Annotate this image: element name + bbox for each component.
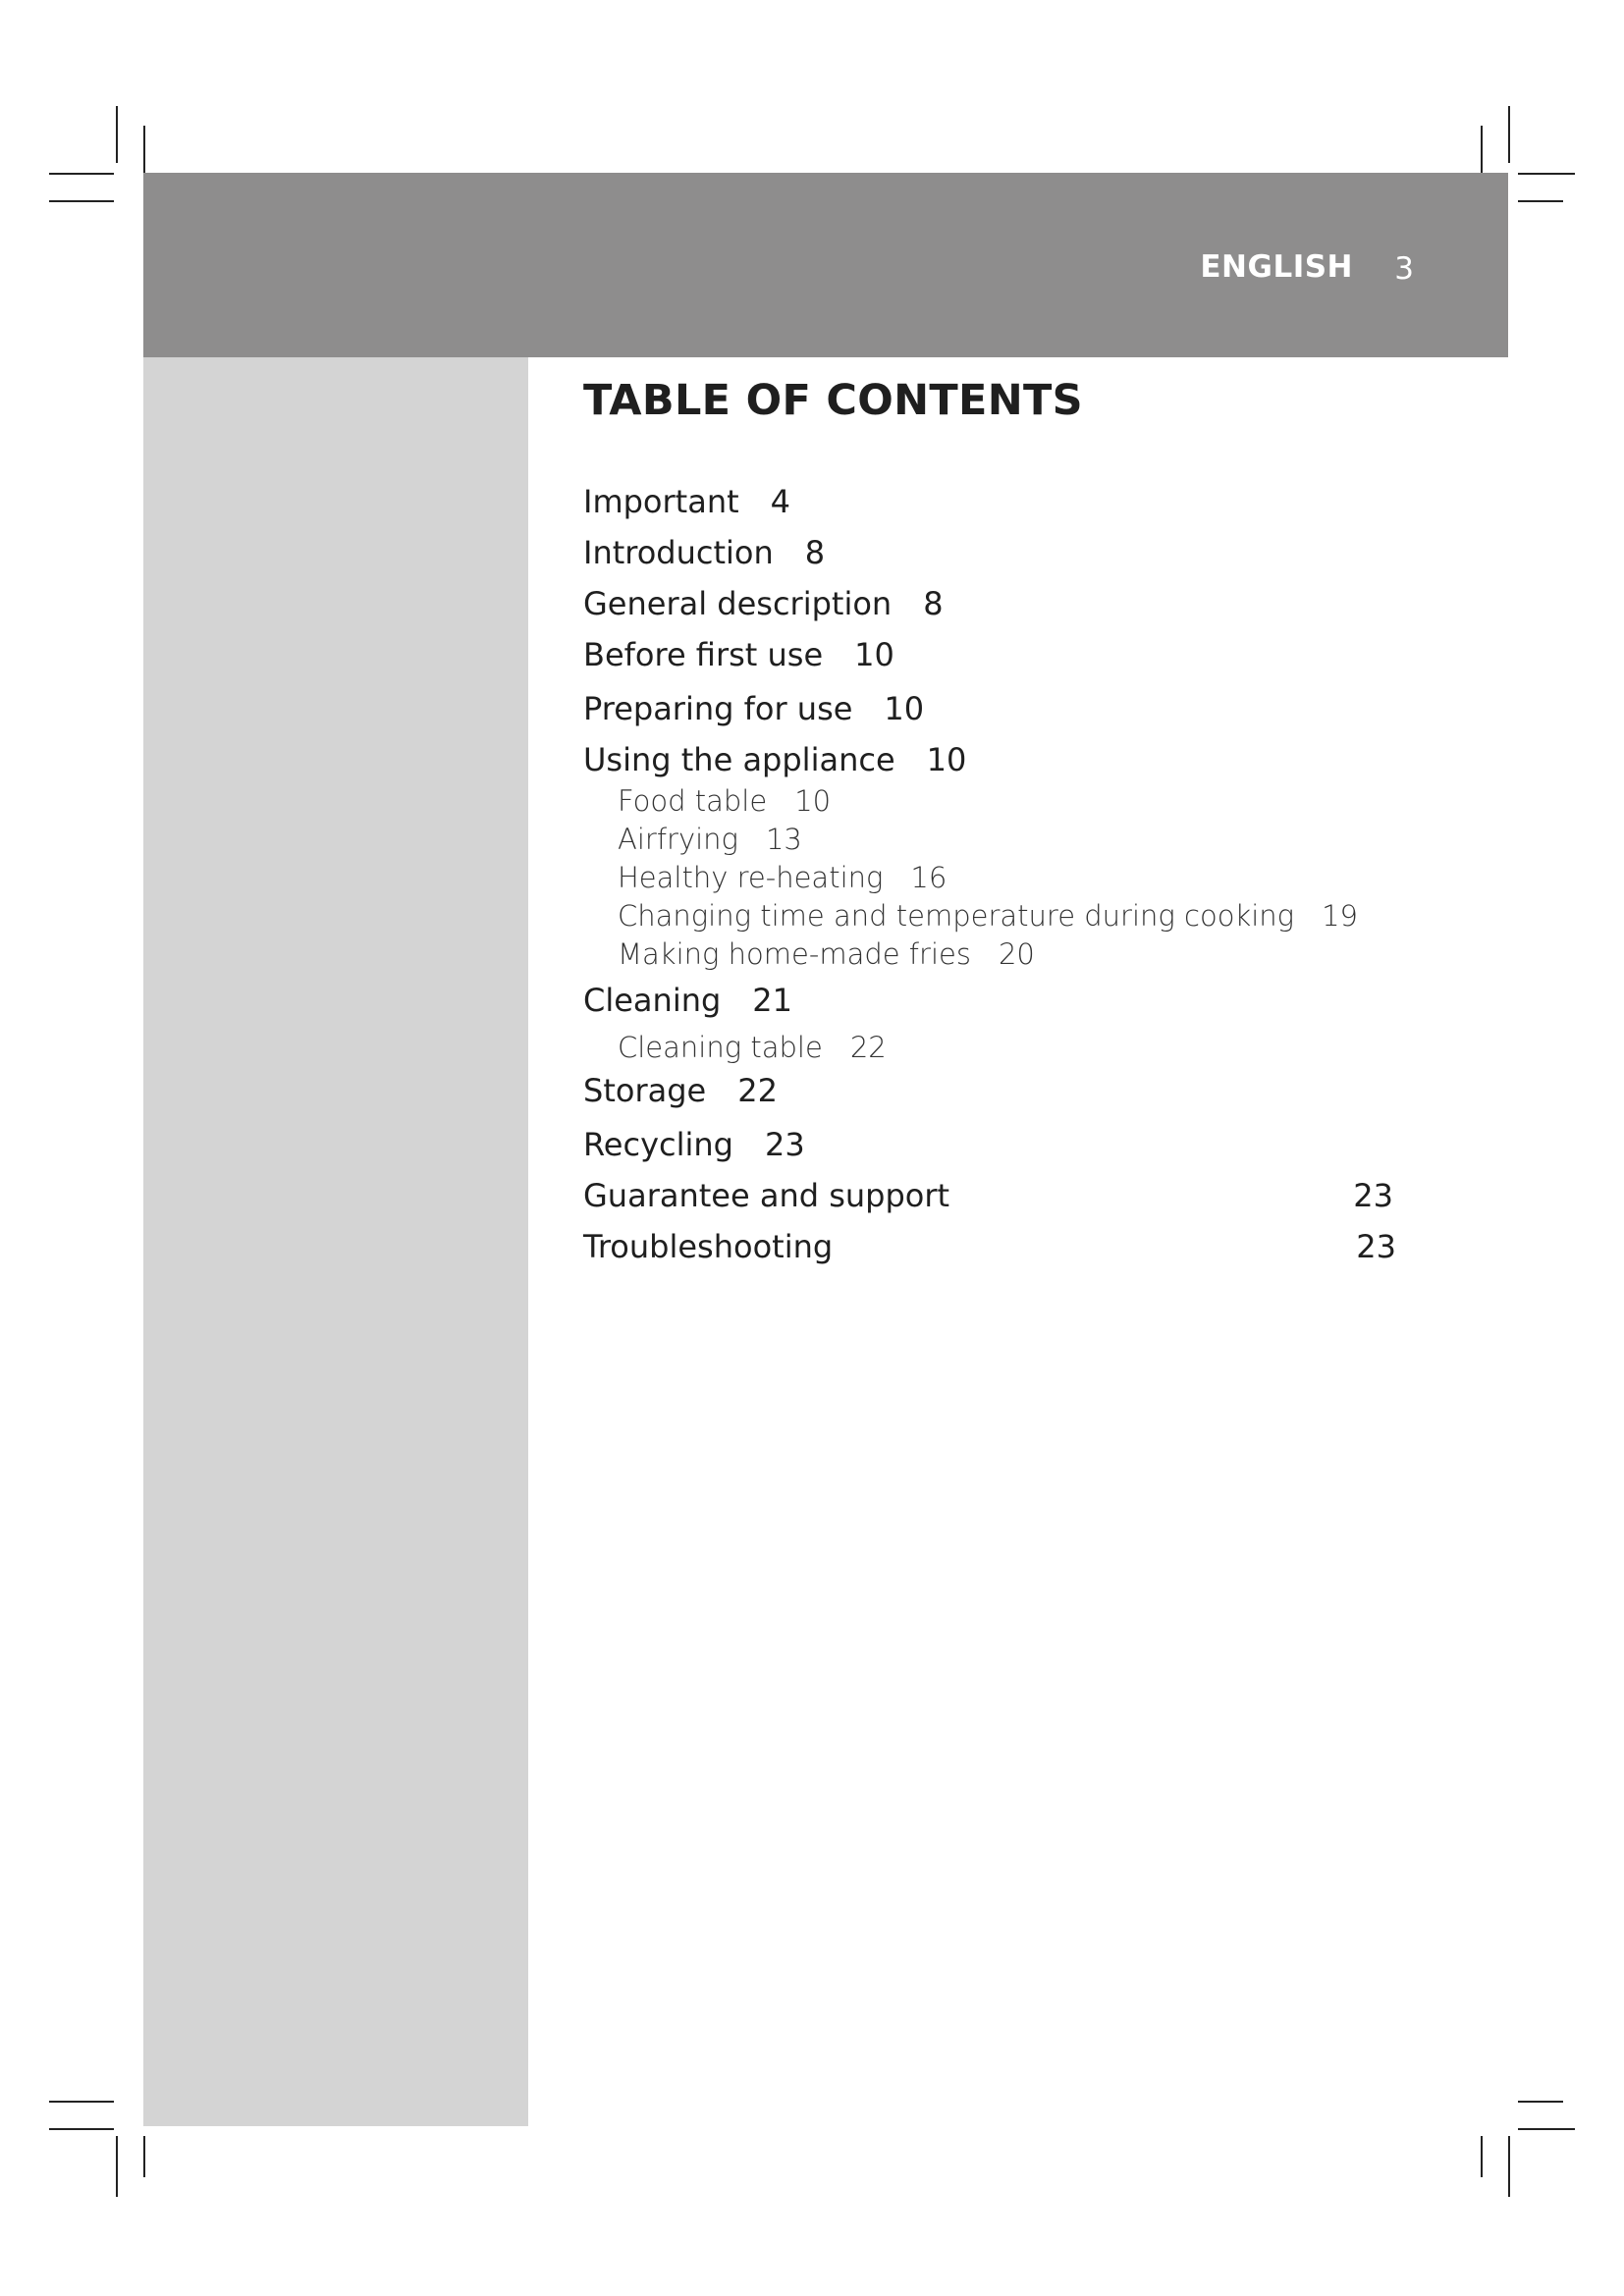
crop-mark: [143, 126, 145, 173]
header-page-number: 3: [1394, 251, 1414, 287]
crop-mark: [1481, 126, 1483, 173]
crop-mark: [49, 2128, 114, 2130]
toc-label: Before first use: [583, 636, 824, 673]
page-title: TABLE OF CONTENTS: [583, 376, 1083, 425]
toc-label: Using the appliance: [583, 741, 895, 778]
toc-entry-using-the-appliance[interactable]: [583, 741, 967, 778]
crop-mark: [1518, 2128, 1575, 2130]
crop-mark: [1518, 200, 1563, 202]
toc-label: Cleaning: [583, 982, 722, 1019]
toc-entry-preparing-for-use[interactable]: [583, 690, 925, 727]
toc-label: General description: [583, 585, 893, 622]
toc-entry-important[interactable]: [583, 483, 790, 520]
toc-entry-guarantee-and-support[interactable]: [583, 1177, 1393, 1214]
crop-mark: [143, 2136, 145, 2177]
toc-entry-recycling[interactable]: [583, 1126, 805, 1163]
toc-page: 10: [884, 690, 925, 727]
crop-mark: [1518, 173, 1575, 175]
toc-label: Healthy re-heating: [618, 861, 884, 894]
crop-mark: [49, 200, 114, 202]
toc-page: 23: [1356, 1228, 1396, 1265]
crop-mark: [1508, 2136, 1510, 2197]
crop-mark: [116, 2136, 118, 2197]
crop-mark: [1508, 106, 1510, 163]
toc-page: 10: [854, 636, 894, 673]
toc-entry-cleaning[interactable]: [583, 982, 793, 1019]
toc-page: 4: [770, 483, 790, 520]
toc-entry-food-table[interactable]: [618, 784, 832, 818]
toc-entry-changing-time-and-temperature[interactable]: [618, 899, 1358, 933]
toc-label: Preparing for use: [583, 690, 853, 727]
toc-label: Food table: [618, 784, 768, 818]
toc-entry-cleaning-table[interactable]: [618, 1031, 887, 1064]
toc-page: 8: [804, 534, 826, 571]
crop-mark: [49, 173, 114, 175]
toc-page: 22: [737, 1072, 778, 1109]
toc-label: Storage: [583, 1072, 707, 1109]
toc-entry-storage[interactable]: [583, 1072, 778, 1109]
side-band: [143, 357, 528, 2126]
toc-entry-before-first-use[interactable]: [583, 636, 894, 673]
toc-page: 20: [998, 937, 1035, 971]
header-language: ENGLISH: [1200, 249, 1353, 285]
toc-page: 16: [910, 861, 947, 894]
toc-page: 8: [923, 585, 944, 622]
toc-label: Troubleshooting: [583, 1228, 834, 1265]
toc-entry-healthy-re-heating[interactable]: [618, 861, 947, 894]
toc-entry-making-home-made-fries[interactable]: [618, 937, 1035, 971]
toc-page: 10: [926, 741, 967, 778]
header-band: [143, 173, 1508, 357]
toc-label: Cleaning table: [618, 1031, 823, 1064]
toc-label: Important: [583, 483, 739, 520]
toc-label: Introduction: [583, 534, 774, 571]
toc-label: Guarantee and support: [583, 1177, 950, 1214]
crop-mark: [1481, 2136, 1483, 2177]
toc-page: 19: [1322, 899, 1358, 933]
toc-page: 23: [764, 1126, 805, 1163]
toc-label: Airfrying: [618, 823, 738, 856]
toc-entry-troubleshooting[interactable]: [583, 1228, 1396, 1265]
toc-label: Changing time and temperature during cooking: [618, 899, 1295, 933]
crop-mark: [116, 106, 118, 163]
toc-label: Making home-made fries: [618, 937, 971, 971]
toc-entry-airfrying[interactable]: [618, 823, 802, 856]
toc-page: 21: [752, 982, 793, 1019]
toc-entry-general-description[interactable]: [583, 585, 944, 622]
crop-mark: [1518, 2101, 1563, 2103]
toc-label: Recycling: [583, 1126, 733, 1163]
toc-entry-introduction[interactable]: [583, 534, 826, 571]
toc-page: 13: [765, 823, 802, 856]
toc-page: 22: [849, 1031, 887, 1064]
crop-mark: [49, 2101, 114, 2103]
toc-page: 10: [794, 784, 832, 818]
toc-page: 23: [1353, 1177, 1393, 1214]
